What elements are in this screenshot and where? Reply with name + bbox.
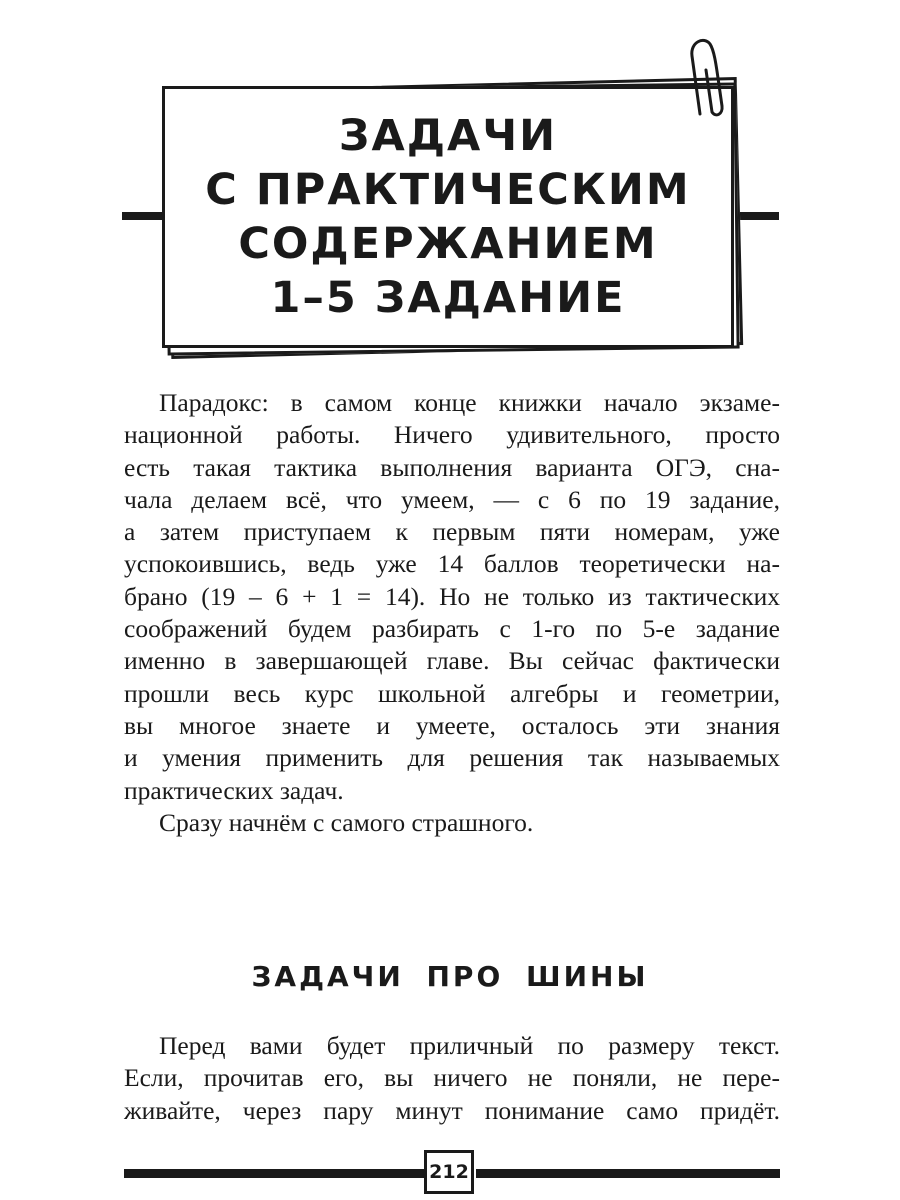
- text-line: Если, прочитав его, вы ничего не поняли, не пере-: [124, 1063, 780, 1093]
- text-line: вы многое знаете и умеете, осталось эти знания: [124, 710, 780, 740]
- paperclip-icon: [670, 34, 740, 124]
- page-number: 212: [424, 1150, 474, 1194]
- text-line: именно в завершающей главе. Вы сейчас фактически: [124, 646, 780, 676]
- title-card: [162, 86, 734, 348]
- text-line: успокоившись, ведь уже 14 баллов теоретически на-: [124, 549, 780, 579]
- footer-left-rule: [124, 1169, 424, 1178]
- title-right-rule: [735, 212, 779, 220]
- text-line: брано (19 – 6 + 1 = 14). Но не только из тактических: [124, 581, 780, 611]
- text-line: соображений будем разбирать с 1-го по 5-е задание: [124, 614, 780, 644]
- chapter-title-line-3: СОДЕРЖАНИЕМ: [238, 219, 658, 269]
- text-line: практических задач.: [124, 775, 344, 805]
- text-line: национной работы. Ничего удивительного, просто: [124, 420, 780, 450]
- text-line: и умения применить для решения так называемых: [124, 743, 780, 773]
- section-paragraph: [124, 1030, 780, 1127]
- chapter-title-line-4: 1–5 ЗАДАНИЕ: [270, 273, 626, 323]
- text-line: есть такая тактика выполнения варианта ОГЭ, сна-: [124, 452, 780, 482]
- footer-right-rule: [476, 1169, 780, 1178]
- text-line: Парадокс: в самом конце книжки начало экзаме-: [159, 388, 780, 417]
- chapter-title-line-2: С ПРАКТИЧЕСКИМ: [205, 165, 691, 215]
- intro-paragraph: [124, 387, 780, 839]
- text-line: прошли весь курс школьной алгебры и геометрии,: [124, 678, 780, 708]
- text-line: Перед вами будет приличный по размеру текст.: [159, 1031, 780, 1060]
- chapter-title-line-1: ЗАДАЧИ: [338, 111, 558, 161]
- text-line: живайте, через пару минут понимание само придёт.: [124, 1095, 780, 1125]
- title-left-rule: [122, 212, 166, 220]
- second-paragraph: Сразу начнём с самого страшного.: [159, 807, 534, 837]
- text-line: чала делаем всё, что умеем, — с 6 по 19 задание,: [124, 484, 780, 514]
- section-heading: ЗАДАЧИ ПРО ШИНЫ: [251, 960, 649, 993]
- text-line: а затем приступаем к первым пяти номерам, уже: [124, 517, 780, 547]
